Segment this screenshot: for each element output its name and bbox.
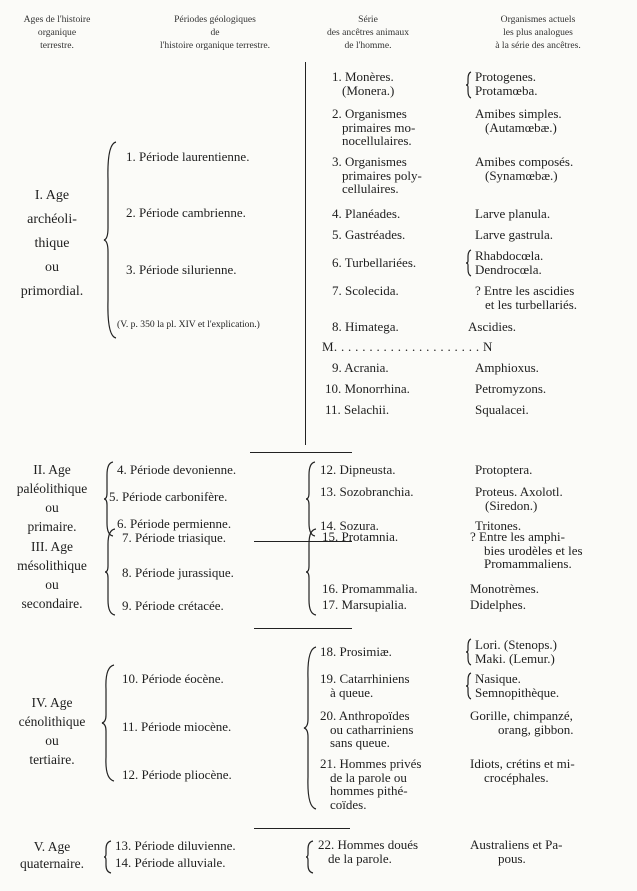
age-3: III. Age mésolithique ou secondaire. bbox=[17, 539, 87, 611]
age-5: V. Age quaternaire. bbox=[19, 839, 85, 871]
organism-19: Nasique. Semnopithèque. bbox=[475, 671, 560, 700]
period-1: 1. Période laurentienne. bbox=[126, 149, 250, 164]
organism-21: Idiots, crétins et mi- crocéphales. bbox=[470, 756, 575, 785]
series-2: 2. Organismes primaires mo- nocellulaires. bbox=[332, 106, 416, 148]
age-1-brace-icon bbox=[104, 140, 118, 340]
period-5: 5. Période carbonifère. bbox=[109, 489, 228, 504]
brace-small-3-icon bbox=[466, 638, 472, 666]
period-2: 2. Période cambrienne. bbox=[126, 205, 246, 220]
organism-16: Monotrèmes. bbox=[470, 581, 539, 596]
series-14: 14. Sozura. bbox=[320, 518, 379, 533]
brace-small-2-icon bbox=[466, 249, 472, 277]
organism-11: Squalacei. bbox=[475, 402, 529, 417]
series-10: 10. Monorrhina. bbox=[325, 381, 410, 396]
organism-10: Petromyzons. bbox=[475, 381, 547, 396]
series-16: 16. Promammalia. bbox=[322, 581, 418, 596]
header-periods: Périodes géologiques de l'histoire organique terrestre. bbox=[160, 14, 270, 51]
organism-4: Larve planula. bbox=[475, 206, 551, 221]
series-11: 11. Selachii. bbox=[325, 402, 390, 417]
period-13: 13. Période diluvienne. bbox=[115, 838, 236, 853]
age-4-brace-icon bbox=[102, 663, 116, 783]
period-10: 10. Période éocène. bbox=[122, 671, 224, 686]
organism-12: Protoptera. bbox=[475, 462, 533, 477]
organism-18: Lori. (Stenops.) Maki. (Lemur.) bbox=[475, 637, 557, 666]
age-2: II. Age paléolithique ou primaire. bbox=[16, 462, 88, 534]
organism-1: Protogenes. Protamœba. bbox=[475, 69, 538, 98]
organism-6: Rhabdocœla. Dendrocœla. bbox=[475, 248, 544, 277]
series-13: 13. Sozobranchia. bbox=[320, 484, 414, 499]
series-4: 4. Planéades. bbox=[332, 206, 401, 221]
series-vertical-line bbox=[305, 62, 306, 445]
organism-20: Gorille, chimpanzé, orang, gibbon. bbox=[470, 708, 574, 737]
period-14: 14. Période alluviale. bbox=[115, 855, 226, 870]
series-17: 17. Marsupialia. bbox=[322, 597, 407, 612]
header-organisms: Organismes actuels les plus analogues à la série des ancêtres. bbox=[495, 14, 581, 51]
series-20: 20. Anthropoïdes ou catharriniens sans queue. bbox=[320, 708, 414, 750]
period-note: (V. p. 350 la pl. XIV et l'explication.) bbox=[117, 319, 260, 330]
organism-17: Didelphes. bbox=[470, 597, 526, 612]
series-8: 8. Himatega. bbox=[332, 319, 399, 334]
series-6: 6. Turbellariées. bbox=[332, 255, 417, 270]
organism-7: ? Entre les ascidies et les turbellariés. bbox=[475, 283, 578, 312]
age-4: IV. Age cénolithique ou tertiaire. bbox=[18, 695, 86, 767]
divider-4 bbox=[254, 828, 350, 829]
brace-small-1-icon bbox=[466, 71, 472, 99]
period-3: 3. Période silurienne. bbox=[126, 262, 237, 277]
organism-13: Proteus. Axolotl. (Siredon.) bbox=[475, 484, 563, 513]
age-1: I. Age archéoli- thique ou primordial. bbox=[20, 188, 84, 299]
series-mn-row: M. . . . . . . . . . . . . . . . . . . . . N bbox=[322, 339, 493, 354]
series-3-brace-icon bbox=[306, 528, 318, 616]
divider-1 bbox=[250, 452, 352, 453]
series-2-brace-icon bbox=[306, 461, 316, 537]
organism-22: Australiens et Pa- pous. bbox=[470, 837, 563, 866]
series-1: 1. Monères. (Monera.) bbox=[332, 69, 395, 98]
organism-9: Amphioxus. bbox=[475, 360, 539, 375]
brace-small-4-icon bbox=[466, 672, 472, 700]
series-9: 9. Acrania. bbox=[332, 360, 389, 375]
series-15: 15. Protamnia. bbox=[322, 529, 399, 544]
age-3-brace-icon bbox=[105, 528, 117, 616]
period-9: 9. Période crétacée. bbox=[122, 598, 224, 613]
period-6: 6. Période permienne. bbox=[117, 516, 232, 531]
series-12: 12. Dipneusta. bbox=[320, 462, 396, 477]
series-22: 22. Hommes doués de la parole. bbox=[318, 837, 419, 866]
period-4: 4. Période devonienne. bbox=[117, 462, 237, 477]
header-series: Série des ancêtres animaux de l'homme. bbox=[326, 14, 410, 51]
series-19: 19. Catarrhiniens à queue. bbox=[320, 671, 410, 700]
series-4-brace-icon bbox=[304, 645, 318, 811]
series-5: 5. Gastréades. bbox=[332, 227, 406, 242]
age-5-brace-icon bbox=[104, 840, 112, 874]
organism-15: ? Entre les amphi- bies urodèles et les Promammaliens. bbox=[470, 529, 583, 571]
organism-2: Amibes simples. (Autamœbæ.) bbox=[475, 106, 562, 135]
period-11: 11. Période miocène. bbox=[122, 719, 232, 734]
period-8: 8. Période jurassique. bbox=[122, 565, 234, 580]
series-21: 21. Hommes privés de la parole ou hommes pithé- coïdes. bbox=[320, 756, 422, 812]
organism-14: Tritones. bbox=[475, 518, 522, 533]
series-18: 18. Prosimiæ. bbox=[320, 644, 392, 659]
organism-5: Larve gastrula. bbox=[475, 227, 553, 242]
organism-8: Ascidies. bbox=[468, 319, 517, 334]
period-12: 12. Période pliocène. bbox=[122, 767, 232, 782]
period-7: 7. Période triasique. bbox=[122, 530, 226, 545]
organism-3: Amibes composés. (Synamœbæ.) bbox=[475, 154, 574, 183]
header-ages: Ages de l'histoire organique terrestre. bbox=[23, 14, 91, 51]
series-5-brace-icon bbox=[306, 840, 314, 874]
divider-3 bbox=[254, 628, 352, 629]
series-7: 7. Scolecida. bbox=[332, 283, 399, 298]
series-3: 3. Organismes primaires poly- cellulaires. bbox=[332, 154, 422, 196]
